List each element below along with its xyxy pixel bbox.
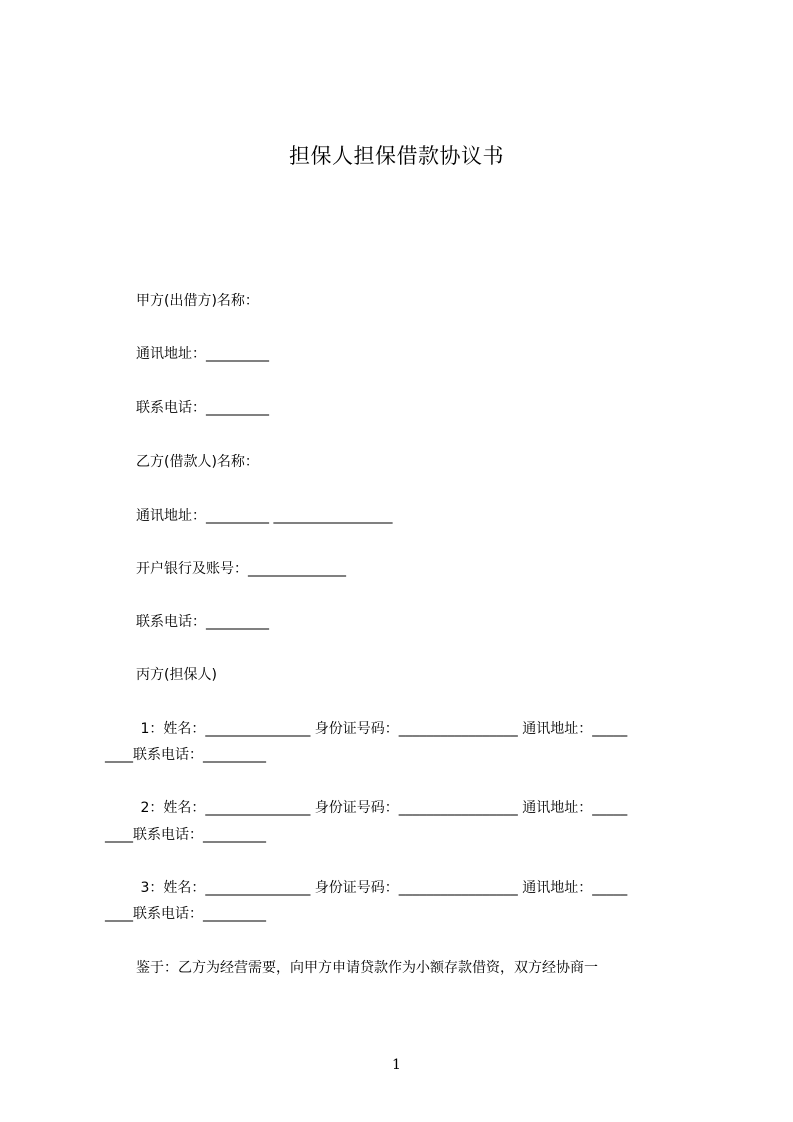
party-a-name-line: 甲方(出借方)名称： bbox=[136, 293, 259, 309]
guarantor-3-phone-line: ____联系电话：_________ bbox=[105, 906, 266, 922]
guarantor-3-line: 3：姓名：_______________ 身份证号码：_________________ 通讯地址：_____ bbox=[136, 880, 628, 896]
party-c-heading: 丙方(担保人) bbox=[136, 667, 217, 683]
party-b-address-line: 通讯地址：_________ _________________ bbox=[136, 508, 393, 524]
party-b-phone-line: 联系电话：_________ bbox=[136, 614, 269, 630]
guarantor-1-phone-line: ____联系电话：_________ bbox=[105, 747, 266, 763]
page-title: 担保人担保借款协议书 bbox=[289, 144, 504, 168]
page-number: 1 bbox=[392, 1057, 401, 1073]
party-b-name-line: 乙方(借款人)名称： bbox=[136, 454, 259, 470]
guarantor-1-line: 1：姓名：_______________ 身份证号码：_________________ 通讯地址：_____ bbox=[136, 721, 628, 737]
party-a-address-line: 通讯地址：_________ bbox=[136, 346, 269, 362]
whereas-paragraph: 鉴于：乙方为经营需要，向甲方申请贷款作为小额存款借资，双方经协商一 bbox=[136, 960, 598, 976]
guarantor-2-line: 2：姓名：_______________ 身份证号码：_________________ 通讯地址：_____ bbox=[136, 800, 628, 816]
guarantor-2-phone-line: ____联系电话：_________ bbox=[105, 827, 266, 843]
party-b-bank-line: 开户银行及账号：______________ bbox=[136, 561, 346, 577]
party-a-phone-line: 联系电话：_________ bbox=[136, 400, 269, 416]
